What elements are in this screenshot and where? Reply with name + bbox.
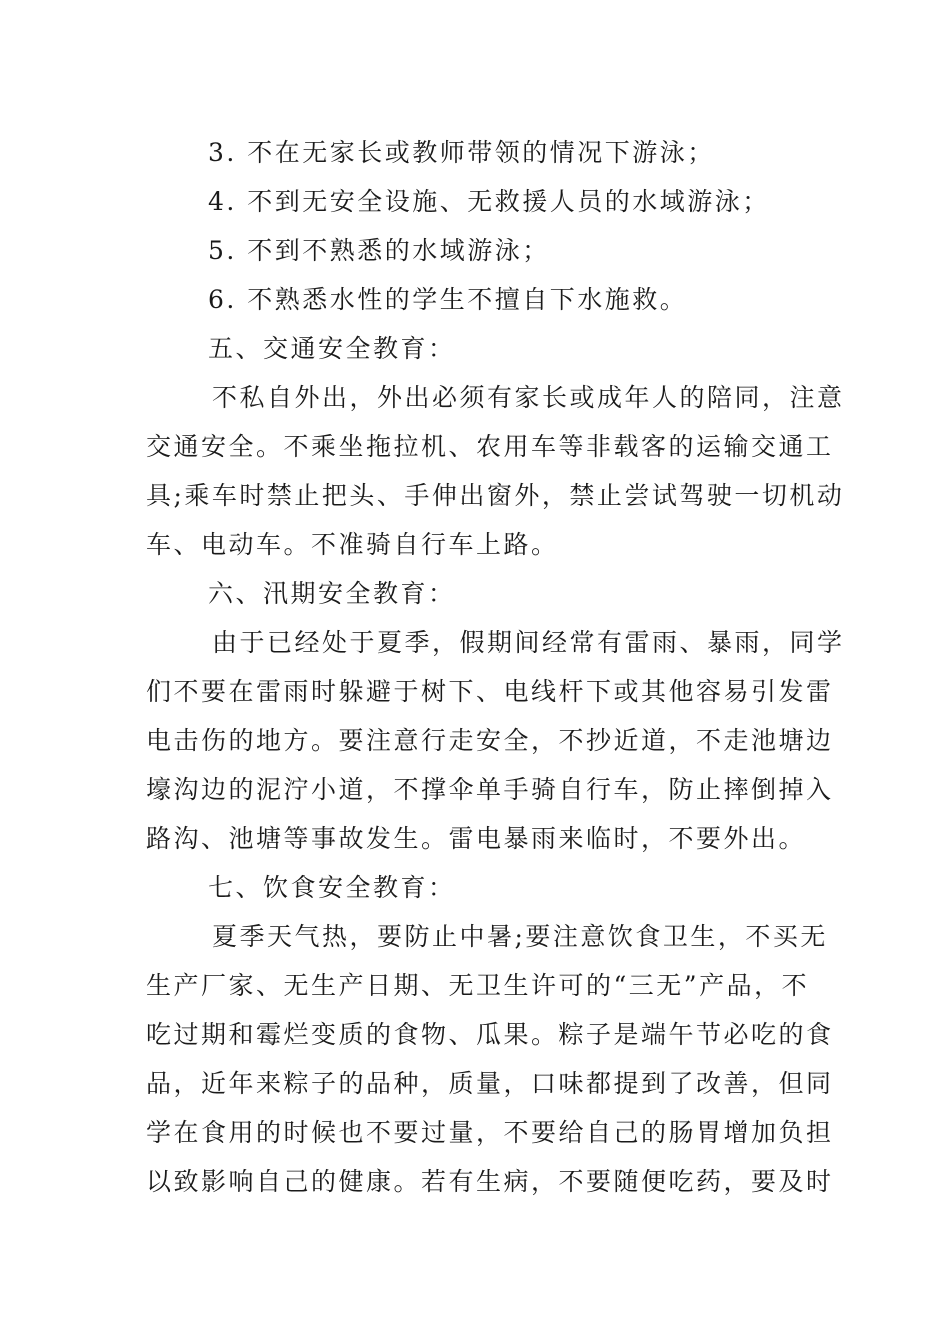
list-item: 3. 不在无家长或教师带领的情况下游泳； [208, 138, 715, 167]
list-item: 4. 不到无安全设施、无救援人员的水域游泳； [208, 187, 770, 216]
list-item: 5. 不到不熟悉的水域游泳； [208, 236, 550, 265]
paragraph-line: 电击伤的地方。要注意行走安全，不抄近道，不走池塘边 [146, 726, 834, 755]
paragraph-line: 不私自外出，外出必须有家长或成年人的陪同，注意 [212, 383, 845, 412]
paragraph-line: 路沟、池塘等事故发生。雷电暴雨来临时，不要外出。 [146, 824, 807, 853]
paragraph-line: 交通安全。不乘坐拖拉机、农用车等非载客的运输交通工 [146, 432, 834, 461]
section-heading-food: 七、饮食安全教育： [208, 873, 456, 902]
paragraph-line: 以致影响自己的健康。若有生病，不要随便吃药，要及时 [146, 1167, 834, 1196]
paragraph-line: 车、电动车。不准骑自行车上路。 [146, 530, 559, 559]
paragraph-line: 由于已经处于夏季，假期间经常有雷雨、暴雨，同学 [212, 628, 845, 657]
paragraph-line: 吃过期和霉烂变质的食物、瓜果。粽子是端午节必吃的食 [146, 1020, 834, 1049]
list-item: 6. 不熟悉水性的学生不擅自下水施救。 [208, 285, 688, 314]
section-heading-flood: 六、汛期安全教育： [208, 579, 456, 608]
paragraph-line: 学在食用的时候也不要过量，不要给自己的肠胃增加负担 [146, 1118, 834, 1147]
paragraph-line: 生产厂家、无生产日期、无卫生许可的“三无”产品，不 [146, 971, 810, 1000]
paragraph-line: 壕沟边的泥泞小道，不撑伞单手骑自行车，防止摔倒掉入 [146, 775, 834, 804]
paragraph-line: 品，近年来粽子的品种，质量，口味都提到了改善，但同 [146, 1069, 834, 1098]
paragraph-line: 们不要在雷雨时躲避于树下、电线杆下或其他容易引发雷 [146, 677, 834, 706]
document-body [146, 128, 845, 1206]
section-heading-traffic: 五、交通安全教育： [208, 334, 456, 363]
paragraph-line: 夏季天气热，要防止中暑;要注意饮食卫生，不买无 [212, 922, 828, 951]
paragraph-line: 具;乘车时禁止把头、手伸出窗外，禁止尝试驾驶一切机动 [146, 481, 845, 510]
